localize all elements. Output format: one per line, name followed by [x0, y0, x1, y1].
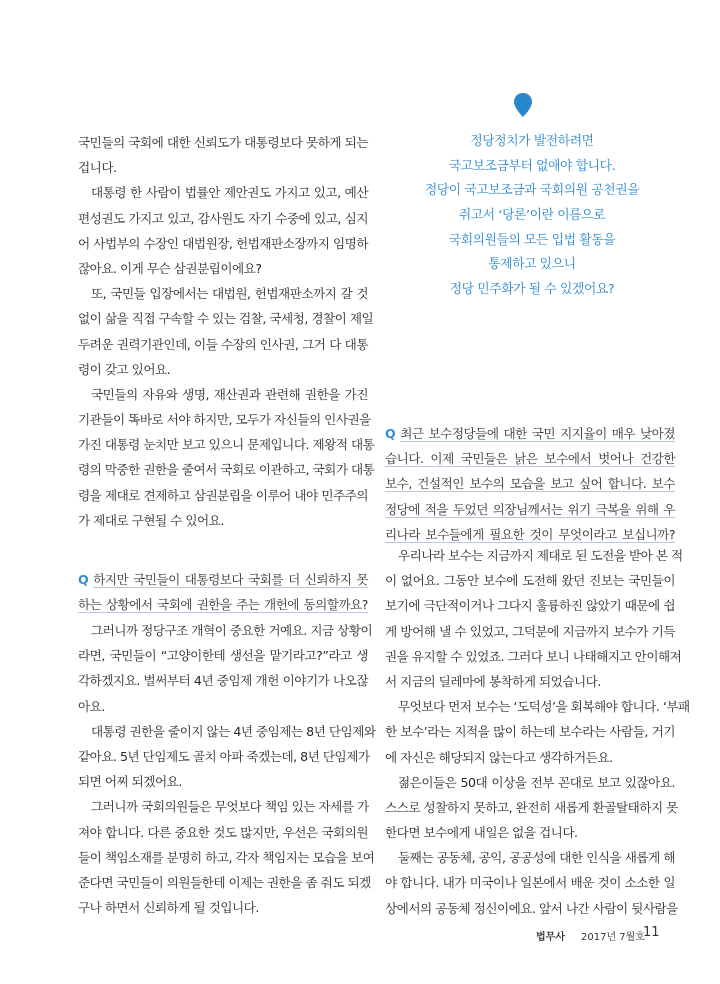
- body-line: 무엇보다 먼저 보수는 ‘도덕성’을 회복해야 합니다. ‘부패: [398, 699, 690, 715]
- question-marker: Q: [385, 426, 396, 441]
- body-line: 게 방어해 낼 수 있었고, 그덕분에 지금까지 보수가 기득: [385, 623, 675, 639]
- question-line: 리나라 보수들에게 필요한 것이 무엇이라고 보십니까?: [385, 526, 675, 542]
- question-line: 최근 보수정당들에 대한 국민 지지율이 매우 낮아졌: [400, 426, 675, 441]
- body-line: 가진 대통령 눈치만 보고 있으니 문제입니다. 제왕적 대통: [78, 437, 375, 453]
- body-line: 어 사법부의 수장인 대법원장, 헌법재판소장까지 임명하: [78, 235, 368, 251]
- body-line: 준다면 국민들이 의원들한테 이제는 권한을 좀 줘도 되겠: [78, 874, 371, 890]
- pull-quote-line: 정당이 국고보조금과 국회의원 공천권을: [424, 183, 640, 199]
- body-line: 젊은이들은 50대 이상을 전부 꼰대로 보고 있잖아요.: [398, 774, 675, 790]
- left-column-block-1: [78, 130, 375, 533]
- interview-question: [385, 421, 675, 547]
- body-line: 우리나라 보수는 지금까지 제대로 된 도전을 받아 본 적: [398, 548, 683, 563]
- body-line: 령이 갖고 있어요.: [78, 361, 171, 377]
- body-line: 되면 어찌 되겠어요.: [78, 774, 182, 790]
- body-line: 이 없어요. 그동안 보수에 도전해 왔던 진보는 국민들이: [385, 573, 675, 589]
- question-line: 습니다. 이제 국민들은 낡은 보수에서 벗어나 건강한: [385, 451, 675, 467]
- body-line: 라면, 국민들이 “고양이한테 생선을 맡기라고?”라고 생: [78, 648, 368, 664]
- body-line: 국민들의 자유와 생명, 재산권과 관련해 권한을 가진: [91, 386, 368, 402]
- body-line: 령의 막중한 권한을 줄여서 국회로 이관하고, 국회가 대통: [78, 462, 375, 478]
- pull-quote-line: 통제하고 있으니: [488, 257, 576, 273]
- question-marker: Q: [78, 572, 89, 587]
- body-line: 기관들이 똑바로 서야 하지만, 모두가 자신들의 인사권을: [78, 412, 371, 428]
- question-line: 하는 상황에서 국회에 권한을 주는 개헌에 동의할까요?: [78, 597, 368, 613]
- pull-quote-line: 정당 민주화가 될 수 있겠어요?: [449, 282, 615, 298]
- right-column-answer: [385, 543, 690, 921]
- interview-question: [78, 567, 368, 617]
- body-line: 아요.: [78, 698, 105, 714]
- body-line: 둘째는 공동체, 공익, 공공성에 대한 인식을 새롭게 해: [398, 850, 675, 866]
- body-line: 에 자신은 해당되지 않는다고 생각하거든요.: [385, 749, 613, 765]
- body-line: 스스로 성찰하지 못하고, 완전히 새롭게 환골탈태하지 못: [385, 799, 678, 815]
- body-line: 상에서의 공동체 정신이에요. 앞서 나간 사람이 뒷사람을: [385, 900, 678, 916]
- body-line: 가 제대로 구현될 수 있어요.: [78, 512, 224, 528]
- body-line: 대통령 한 사람이 법률안 제안권도 가지고 있고, 예산: [91, 185, 368, 201]
- body-line: 또, 국민들 입장에서는 대법원, 헌법재판소까지 갈 것: [91, 286, 368, 302]
- pull-quote-line: 국회의원들의 모든 입법 활동을: [448, 232, 616, 248]
- body-line: 권을 유지할 수 있었죠. 그러다 보니 나태해지고 안이해져: [385, 648, 682, 664]
- pull-quote: [392, 130, 672, 303]
- body-line: 두려운 권력기관인데, 이들 수장의 인사권, 그거 다 대통: [78, 336, 368, 352]
- body-line: 구나 하면서 신뢰하게 될 것입니다.: [78, 900, 259, 916]
- body-line: 같아요. 5년 단임제도 골치 아파 죽겠는데, 8년 단임제가: [78, 748, 370, 764]
- body-line: 령을 제대로 견제하고 삼권분립을 이루어 내야 민주주의: [78, 487, 368, 503]
- body-line: 그러니까 국회의원들은 무엇보다 책임 있는 자세를 가: [91, 799, 369, 815]
- page-number: 11: [643, 925, 660, 940]
- left-column-block-2: [78, 618, 376, 920]
- body-line: 야 합니다. 내가 미국이나 일본에서 배운 것이 소소한 일: [385, 875, 675, 891]
- pull-quote-line: 국고보조금부터 없애야 합니다.: [448, 158, 616, 174]
- body-line: 편성권도 가지고 있고, 감사원도 자기 수중에 있고, 심지: [78, 210, 368, 226]
- body-line: 그러니까 정당구조 개혁이 중요한 거예요. 지금 상황이: [91, 623, 373, 638]
- body-line: 한다면 보수에게 내일은 없을 겁니다.: [385, 825, 578, 841]
- body-line: 서 지금의 딜레마에 봉착하게 되었습니다.: [385, 673, 601, 689]
- body-line: 져야 합니다. 다른 중요한 것도 많지만, 우선은 국회의원: [78, 824, 368, 840]
- question-line: 하지만 국민들이 대통령보다 국회를 더 신뢰하지 못: [93, 572, 368, 587]
- pull-quote-line: 쥐고서 ‘당론’이란 이름으로: [458, 208, 606, 224]
- body-line: 겁니다.: [78, 160, 117, 176]
- body-line: 들이 책임소재를 분명히 하고, 각자 책임지는 모습을 보여: [78, 849, 375, 865]
- body-line: 보기에 극단적이거나 그다지 훌륭하진 않았기 때문에 쉽: [385, 598, 675, 614]
- map-pin-icon: [513, 92, 533, 118]
- body-line: 한 보수’라는 지적을 많이 하는데 보수라는 사람들, 거기: [385, 724, 675, 740]
- body-line: 대통령 권한을 줄이지 않는 4년 중임제는 8년 단임제와: [91, 723, 376, 739]
- body-line: 없이 삶을 직접 구속할 수 있는 검찰, 국세청, 경찰이 제일: [78, 311, 374, 327]
- body-line: 잖아요. 이게 무슨 삼권분립이에요?: [78, 260, 262, 276]
- magazine-title: 법무사: [536, 932, 565, 943]
- pull-quote-line: 정당정치가 발전하려면: [470, 134, 594, 149]
- question-line: 정당에 적을 두었던 의장님께서는 위기 극복을 위해 우: [385, 501, 675, 517]
- question-line: 보수, 건설적인 보수의 모습을 보고 싶어 합니다. 보수: [385, 476, 675, 492]
- body-line: 각하겠지요. 벌써부터 4년 중임제 개헌 이야기가 나오잖: [78, 673, 368, 689]
- body-line: 국민들의 국회에 대한 신뢰도가 대통령보다 못하게 되는: [78, 135, 368, 150]
- issue-date: 2017년 7월호: [581, 932, 645, 943]
